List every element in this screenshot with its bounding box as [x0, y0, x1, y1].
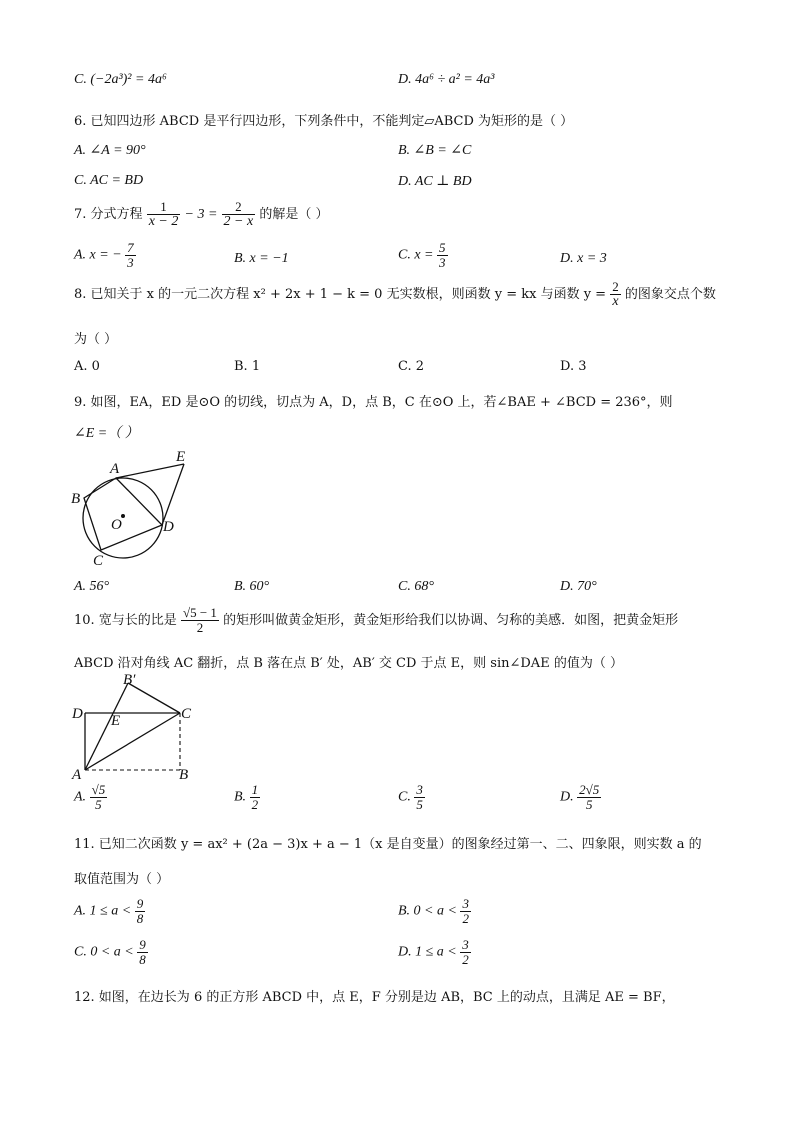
q7-option-c: C. x = $\frac{5}{3}$ — [398, 240, 446, 270]
tangent-ea — [116, 464, 184, 478]
q9-stem-line2: ∠E =（ ） — [74, 426, 139, 441]
label-b: B — [179, 767, 189, 782]
tangent-ed — [162, 464, 184, 525]
q7-fraction-1: $\frac{1}{x - 2}$ — [148, 199, 179, 229]
q6-option-a: A. ∠A = 90° — [74, 143, 146, 158]
q8-option-c: C. 2 — [398, 359, 425, 374]
q11-stem: 11. 已知二次函数 y = ax² + (2a − 3)x + a − 1（x 是自变量）的图象经过第一、二、四象限，则实数 a 的 — [74, 837, 702, 852]
label-a: A — [72, 767, 82, 782]
q6-stem: 6. 已知四边形 ABCD 是平行四边形，下列条件中，不能判定▱ABCD 为矩形的是（ ） — [74, 114, 574, 129]
q11-option-b: B. 0 < a < $\frac{3}{2}$ — [398, 896, 469, 926]
label-e: E — [176, 449, 186, 465]
label-b: B — [71, 491, 81, 507]
q10-option-a: A. $\frac{√5}{5}$ — [74, 782, 106, 812]
q5-option-d: D. 4a⁶ ÷ a² = 4a³ — [398, 72, 495, 87]
q9-option-b: B. 60° — [234, 579, 270, 594]
label-a: A — [110, 461, 120, 477]
q9-figure-circle-tangents — [66, 445, 206, 570]
q10-stem-line2: ABCD 沿对角线 AC 翻折，点 B 落在点 B′ 处，AB′ 交 CD 于点 E，则 sin∠DAE 的值为（ ） — [74, 656, 623, 671]
label-e: E — [111, 713, 121, 729]
q6-option-c: C. AC = BD — [74, 173, 144, 188]
q10-option-b: B. $\frac{1}{2}$ — [234, 782, 259, 812]
q6-option-b: B. ∠B = ∠C — [398, 143, 472, 158]
q6-option-d: D. AC ⊥ BD — [398, 174, 472, 189]
q11-option-a: A. 1 ≤ a < $\frac{9}{8}$ — [74, 896, 144, 926]
label-o: O — [111, 517, 122, 533]
label-c: C — [93, 553, 104, 569]
label-b-prime: B′ — [123, 672, 136, 688]
label-d: D — [72, 706, 83, 722]
q9-stem: 9. 如图，EA，ED 是⊙O 的切线，切点为 A，D，点 B，C 在⊙O 上，若∠BAE + ∠BCD = 236°，则 — [74, 395, 673, 410]
q10-stem: 10. 宽与长的比是 $\frac{√5 - 1}{2}$ 的矩形叫做黄金矩形，黄金矩形给我们以协调、匀称的美感．如图，把黄金矩形 — [74, 605, 679, 635]
label-d: D — [163, 519, 174, 535]
q7-stem: 7. 分式方程 $\frac{1}{x - 2}$ − 3 = $\frac{2}{2 - x}$ 的解是（ ） — [74, 199, 329, 229]
segment-b1c — [128, 683, 180, 713]
q9-option-c: C. 68° — [398, 579, 434, 594]
q10-option-d: D. $\frac{2√5}{5}$ — [560, 782, 600, 812]
q7-option-d: D. x = 3 — [560, 251, 607, 266]
label-c: C — [181, 706, 192, 722]
q10-option-c: C. $\frac{3}{5}$ — [398, 782, 423, 812]
q8-stem-line2: 为（ ） — [74, 332, 118, 347]
q8-option-d: D. 3 — [560, 359, 587, 374]
q10-figure-golden-rectangle — [66, 672, 201, 782]
q7-fraction-2: $\frac{2}{2 - x}$ — [223, 199, 254, 229]
q7-option-b: B. x = −1 — [234, 251, 289, 266]
q8-stem: 8. 已知关于 x 的一元二次方程 x² + 2x + 1 − k = 0 无实数根，则函数 y = kx 与函数 y = $\frac{2}{x}$ 的图象交点个数 — [74, 279, 716, 309]
q12-stem: 12. 如图，在边长为 6 的正方形 ABCD 中，点 E，F 分别是边 AB，BC 上的动点，且满足 AE = BF， — [74, 990, 675, 1005]
q9-option-d: D. 70° — [560, 579, 597, 594]
q5-option-c: C. (−2a³)² = 4a⁶ — [74, 72, 167, 87]
q11-option-d: D. 1 ≤ a < $\frac{3}{2}$ — [398, 937, 469, 967]
q8-option-b: B. 1 — [234, 359, 261, 374]
q11-stem-line2: 取值范围为（ ） — [74, 872, 170, 887]
q11-option-c: C. 0 < a < $\frac{9}{8}$ — [74, 937, 146, 967]
q9-option-a: A. 56° — [74, 579, 110, 594]
q8-option-a: A. 0 — [74, 359, 100, 374]
q7-option-a: A. x = − $\frac{7}{3}$ — [74, 240, 134, 270]
